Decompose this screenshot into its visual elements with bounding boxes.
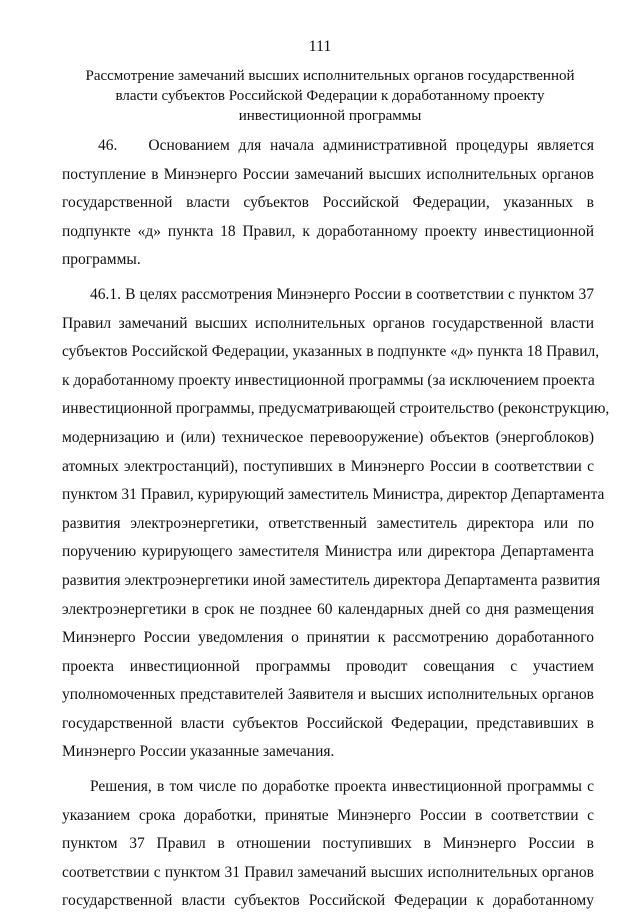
text-line: соответствии с пунктом 31 Правил замечаний высших исполнительных органов [62,863,594,881]
title-line: инвестиционной программы [238,108,422,124]
text-line: модернизацию и (или) техническое перевооружение) объектов (энергоблоков) [62,428,594,446]
text-line: развития электроэнергетики иной заместитель директора Департамента развития [62,571,601,589]
text-line: электроэнергетики в срок не позднее 60 календарных дней со дня размещения [62,600,594,618]
text-line: поручению курирующего заместителя Министра или директора Департамента [62,543,594,561]
text-line: государственной власти субъектов Российской Федерации, указанных в [62,194,594,212]
text-line: Правил замечаний высших исполнительных органов государственной власти [62,314,594,332]
text-line: к доработанному проекту инвестиционной программы (за исключением проекта [62,371,595,389]
paragraph-46 [62,132,594,275]
text-line: пунктом 37 Правил в отношении поступивших в Минэнерго России в [62,835,594,853]
text-line: государственной власти субъектов Российской Федерации к доработанному [62,892,594,910]
paragraph-decisions [62,773,594,916]
text-line: поступление в Минэнерго России замечаний высших исполнительных органов [62,165,594,183]
paragraph-46-1 [62,281,610,767]
text-line: Решения, в том числе по доработке проекта инвестиционной программы с [90,778,594,796]
text-line: субъектов Российской Федерации, указанных в подпункте «д» пункта 18 Правил, [62,343,600,361]
text-line: подпункте «д» пункта 18 Правил, к доработанному проекту инвестиционной [62,222,594,240]
text-line: инвестиционной программы, предусматривающей строительство (реконструкцию, [62,400,610,418]
text-line: 46.1. В целях рассмотрения Минэнерго России в соответствии с пунктом 37 [90,285,594,303]
text-line: указанием срока доработки, принятые Минэнерго России в соответствии с [62,806,594,824]
section-title [70,66,590,126]
text-line: Минэнерго России уведомления о принятии к рассмотрению доработанного [62,629,594,647]
document-body [62,132,610,922]
title-line: Рассмотрение замечаний высших исполнительных органов государственной [85,68,575,84]
title-line: власти субъектов Российской Федерации к доработанному проекту [115,88,545,104]
text-line: 46. Основанием для начала административной процедуры является [98,137,594,154]
text-line: развития электроэнергетики, ответственный заместитель директора или по [62,514,594,532]
text-line: пунктом 31 Правил, курирующий заместитель Министра, директор Департамента [62,486,605,504]
text-line: проекта инвестиционной программы проводит совещания с участием [62,657,594,675]
text-line: Минэнерго России указанные замечания. [62,743,335,761]
text-line: государственной власти субъектов Российской Федерации, представивших в [62,714,594,732]
text-line: программы. [62,251,141,269]
page-number: 111 [308,38,332,55]
text-line: атомных электростанций), поступивших в Минэнерго России в соответствии с [62,457,594,475]
text-line: уполномоченных представителей Заявителя и высших исполнительных органов [62,686,594,704]
